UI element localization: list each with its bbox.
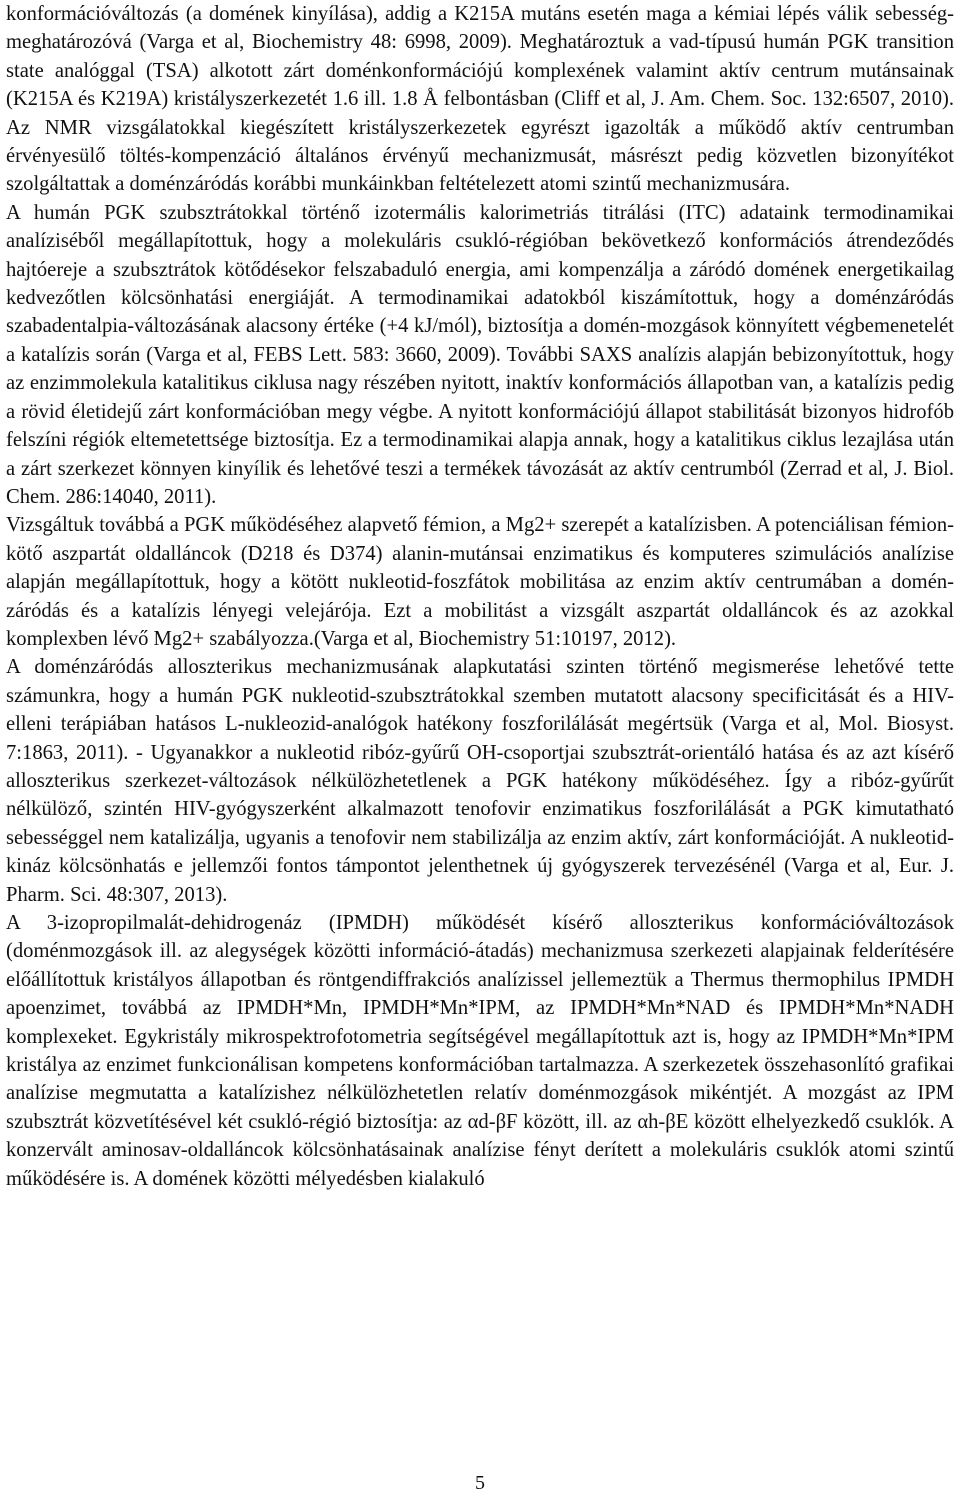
paragraph-1: konformációváltozás (a domének kinyílása), addig a K215A mutáns esetén maga a kémiai lépés válik sebesség-meghatározóvá (Varga et al, Biochemistry 48: 6998, 2009). Meghatároztuk a vad-típusú humán PGK transition state analóggal (TSA) alkotott zárt doménkonformációjú komplexének valamint aktív centrum mutánsainak (K215A és K219A) kristályszerkezetét 1.6 ill. 1.8 Å felbontásban (Cliff et al, J. Am. Chem. Soc. 132:6507, 2010). Az NMR vizsgálatokkal kiegészített kristályszerkezetek egyrészt igazolták a működő aktív centrumban érvényesülő töltés-kompenzáció általános érvényű mechanizmusát, másrészt pedig közvetlen bizonyítékot szolgáltattak a doménzáródás korábbi munkáinkban feltételezett atomi szintű mechanizmusára. <box>6 3 954 196</box>
paragraph-4: A doménzáródás alloszterikus mechanizmusának alapkutatási szinten történő megismerése lehetővé tette számunkra, hogy a humán PGK nukleotid-szubsztrátokkal szemben mutatott alacsony specificitását és a HIV-elleni terápiában hatásos L-nukleozid-analógok hatékony foszforilálását megértsük (Varga et al, Mol. Biosyst. 7:1863, 2011). - Ugyanakkor a nukleotid ribóz-gyűrű OH-csoportjai szubsztrát-orientáló hatása és az azt kísérő alloszterikus szerkezet-változások nélkülözhetetlenek a PGK hatékony működéséhez. Így a ribóz-gyűrűt nélkülöző, szintén HIV-gyógyszerként alkalmazott tenofovir enzimatikus foszforilálását a PGK kimutatható sebességgel nem katalizálja, ugyanis a tenofovir nem stabilizálja az enzim aktív, zárt konformációját. A nukleotid-kináz kölcsönhatás e jellemzői fontos támpontot jelenthetnek új gyógyszerek tervezésénél (Varga et al, Eur. J. Pharm. Sci. 48:307, 2013). <box>6 656 954 906</box>
document-body <box>6 0 954 1193</box>
paragraph-3: Vizsgáltuk továbbá a PGK működéséhez alapvető fémion, a Mg2+ szerepét a katalízisben. A potenciálisan fémion-kötő aszpartát oldalláncok (D218 és D374) alanin-mutánsai enzimatikus és komputeres szimulációs analízise alapján megállapítottuk, hogy a kötött nukleotid-foszfátok mobilitása az enzim aktív centrumában a domén-záródás és a katalízis lényegi velejárója. Ezt a mobilitást a vizsgált aszpartát oldalláncok és az azokkal komplexben lévő Mg2+ szabályozza.(Varga et al, Biochemistry 51:10197, 2012). <box>6 514 954 650</box>
paragraph-2: A humán PGK szubsztrátokkal történő izotermális kalorimetriás titrálási (ITC) adataink termodinamikai analíziséből megállapítottuk, hogy a molekuláris csukló-régióban bekövetkező konformációs átrendeződés hajtóereje a szubsztrátok kötődésekor felszabaduló energia, ami kompenzálja a záródó domének energetikailag kedvezőtlen kölcsönhatási energiáját. A termodinamikai adatokból kiszámítottuk, hogy a doménzáródás szabadentalpia-változásának alacsony értéke (+4 kJ/mól), biztosítja a domén-mozgások könnyített végbemenetelét a katalízis során (Varga et al, FEBS Lett. 583: 3660, 2009). További SAXS analízis alapján bebizonyítottuk, hogy az enzimmolekula katalitikus ciklusa nagy részében nyitott, inaktív konformációs állapotban van, a katalízis pedig a rövid életidejű zárt konformációban megy végbe. A nyitott konformációjú állapot stabilitását bizonyos hidrofób felszíni régiók eltemetettsége biztosítja. Ez a termodinamikai alapja annak, hogy a katalitikus ciklus lezajlása után a zárt szerkezet könnyen kinyílik és lehetővé teszi a termékek távozását az aktív centrumból (Zerrad et al, J. Biol. Chem. 286:14040, 2011). <box>6 201 954 508</box>
paragraph-5: A 3-izopropilmalát-dehidrogenáz (IPMDH) működését kísérő alloszterikus konformációváltozások (doménmozgások ill. az alegységek közötti információ-átadás) mechanizmusa szerkezeti alapjainak felderítésére előállítottuk kristályos állapotban és röntgendiffrakciós analízissel jellemeztük a Thermus thermophilus IPMDH apoenzimet, továbbá az IPMDH*Mn, IPMDH*Mn*IPM, az IPMDH*Mn*NAD és IPMDH*Mn*NADH komplexeket. Egykristály mikrospektrofotometria segítségével megállapítottuk azt is, hogy az IPMDH*Mn*IPM kristálya az enzimet funkcionálisan kompetens konformációban tartalmazza. A szerkezetek összehasonlító grafikai analízise megmutatta a katalízishez nélkülözhetetlen relatív doménmozgások mikéntjét. A mozgást az IPM szubsztrát közvetítésével két csukló-régió biztosítja: az αd-βF között, ill. az αh-βE között elhelyezkedő csuklók. A konzervált aminosav-oldalláncok kölcsönhatásainak analízise fényt derített a molekuláris csuklók atomi szintű működésére is. A domének közötti mélyedésben kialakuló <box>6 912 954 1190</box>
page-number: 5 <box>475 1472 485 1494</box>
